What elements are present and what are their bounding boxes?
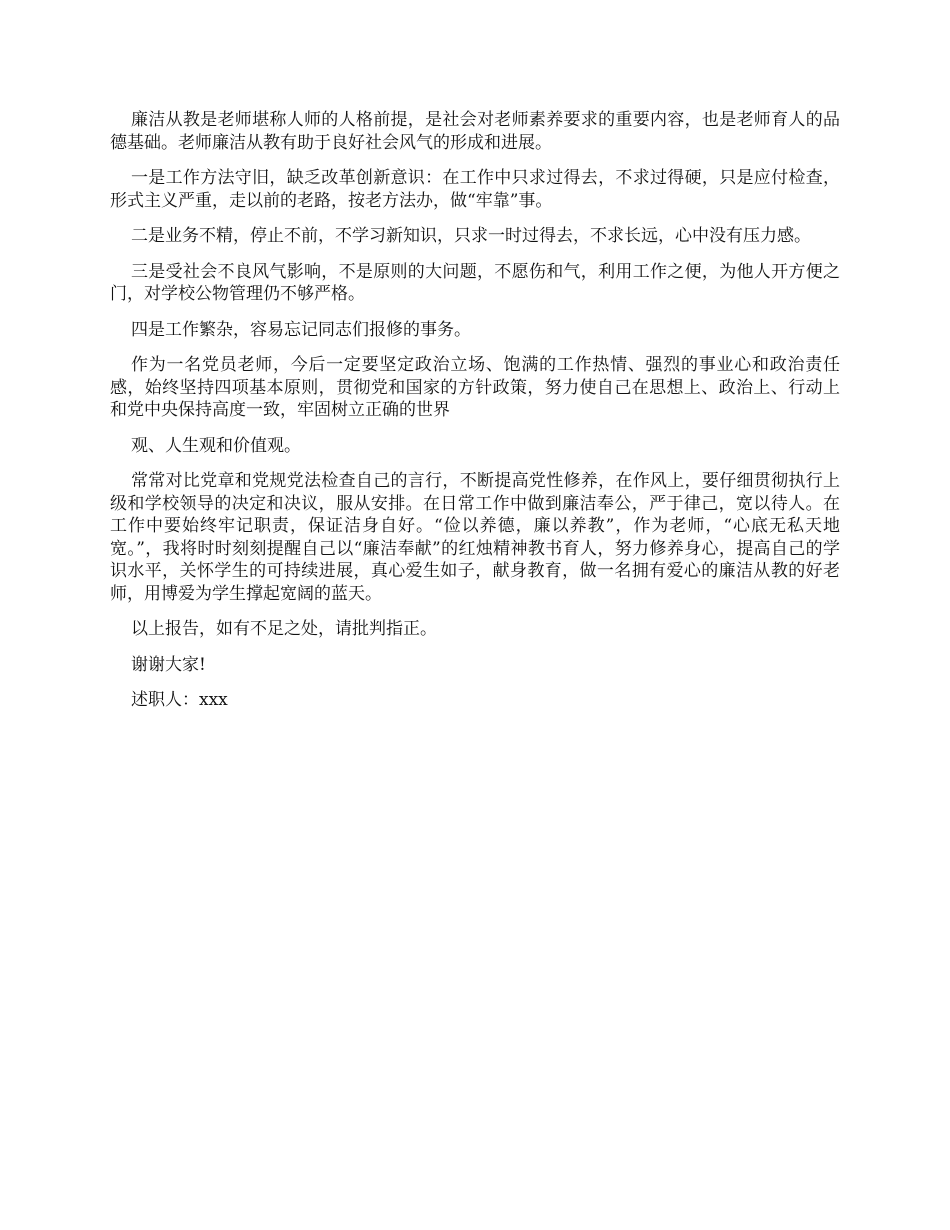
paragraph-point-four: 四是工作繁杂，容易忘记同志们报修的事务。 [131, 319, 471, 340]
document-body [110, 109, 840, 725]
paragraph-thanks: 谢谢大家! [131, 654, 206, 675]
paragraph-commitment: 作为一名党员老师，今后一定要坚定政治立场、饱满的工作热情、强烈的事业心和政治责任感，始终坚持四项基本原则，贯彻党和国家的方针政策，努力使自己在思想上、政治上、行动上和党中央保持高度一致，牢固树立正确的世界 [110, 355, 840, 420]
paragraph-commitment-continued: 观、人生观和价值观。 [131, 435, 301, 456]
paragraph-self-discipline: 常常对比党章和党规党法检查自己的言行，不断提高党性修养，在作风上，要仔细贯彻执行上级和学校领导的决定和决议，服从安排。在日常工作中做到廉洁奉公，严于律己，宽以待人。在工作中要始终牢记职责，保证洁身自好。“俭以养德，廉以养教”，作为老师，“心底无私天地宽。”，我将时时刻刻提醒自己以“廉洁奉献”的红烛精神教书育人，努力修养身心，提高自己的学识水平，关怀学生的可持续进展，真心爱生如子，献身教育，做一名拥有爱心的廉洁从教的好老师，用博爱为学生撑起宽阔的蓝天。 [110, 471, 840, 604]
paragraph-point-three: 三是受社会不良风气影响，不是原则的大问题，不愿伤和气，利用工作之便，为他人开方便之门，对学校公物管理仍不够严格。 [110, 261, 840, 304]
paragraph-signature: 述职人：xxx [131, 690, 228, 710]
paragraph-closing: 以上报告，如有不足之处，请批判指正。 [131, 619, 437, 639]
paragraph-point-one: 一是工作方法守旧，缺乏改革创新意识：在工作中只求过得去，不求过得硬，只是应付检查，形式主义严重，走以前的老路，按老方法办，做“牢靠”事。 [110, 168, 840, 211]
paragraph-intro: 廉洁从教是老师堪称人师的人格前提，是社会对老师素养要求的重要内容，也是老师育人的品德基础。老师廉洁从教有助于良好社会风气的形成和进展。 [110, 110, 840, 153]
paragraph-point-two: 二是业务不精，停止不前，不学习新知识，只求一时过得去，不求长远，心中没有压力感。 [131, 226, 811, 246]
